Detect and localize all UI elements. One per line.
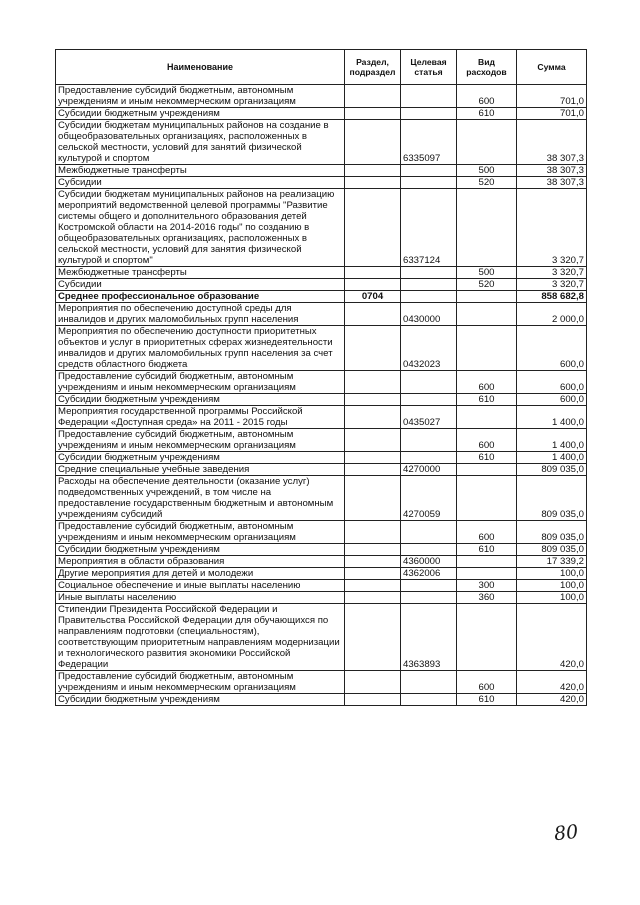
cell-name: Субсидии бюджетам муниципальных районов на реализацию мероприятий ведомственной целевой программы "Развитие системы общего и дополнительного образования детей Костромской области на 2014-2016 годы" по созданию в общеобразовательных организациях, расположенных в сельской местности, условий для занятия физической культурой и спортом" xyxy=(56,189,345,267)
cell-section xyxy=(345,556,401,568)
cell-name: Мероприятия по обеспечению доступной среды для инвалидов и других маломобильных групп населения xyxy=(56,303,345,326)
table-row xyxy=(56,165,587,177)
cell-name: Предоставление субсидий бюджетным, автономным учреждениям и иным некоммерческим организациям xyxy=(56,429,345,452)
cell-name: Субсидии бюджетным учреждениям xyxy=(56,394,345,406)
cell-expense: 610 xyxy=(457,394,517,406)
table-row xyxy=(56,429,587,452)
table-row xyxy=(56,267,587,279)
cell-sum: 38 307,3 xyxy=(517,177,587,189)
page-number: 80 xyxy=(552,820,580,846)
table-row xyxy=(56,303,587,326)
cell-target xyxy=(401,291,457,303)
cell-expense xyxy=(457,189,517,267)
cell-name: Предоставление субсидий бюджетным, автономным учреждениям и иным некоммерческим организациям xyxy=(56,521,345,544)
table-row xyxy=(56,108,587,120)
cell-expense: 360 xyxy=(457,592,517,604)
table-row xyxy=(56,406,587,429)
cell-target: 4362006 xyxy=(401,568,457,580)
cell-sum: 1 400,0 xyxy=(517,406,587,429)
cell-name: Предоставление субсидий бюджетным, автономным учреждениям и иным некоммерческим организациям xyxy=(56,371,345,394)
table-row xyxy=(56,326,587,371)
cell-sum: 809 035,0 xyxy=(517,476,587,521)
cell-sum: 858 682,8 xyxy=(517,291,587,303)
cell-section: 0704 xyxy=(345,291,401,303)
table-row xyxy=(56,371,587,394)
cell-expense xyxy=(457,120,517,165)
cell-target: 4363893 xyxy=(401,604,457,671)
table-body xyxy=(56,85,587,706)
cell-sum: 3 320,7 xyxy=(517,279,587,291)
cell-sum: 600,0 xyxy=(517,326,587,371)
cell-name: Стипендии Президента Российской Федерации и Правительства Российской Федерации для обучающихся по направлениям подготовки (специальностям), соответствующим приоритетным направлениям модернизации и технологического развития экономики Российской Федерации xyxy=(56,604,345,671)
cell-expense: 600 xyxy=(457,671,517,694)
cell-section xyxy=(345,544,401,556)
cell-expense xyxy=(457,326,517,371)
table-row xyxy=(56,694,587,706)
cell-section xyxy=(345,279,401,291)
cell-name: Субсидии бюджетным учреждениям xyxy=(56,694,345,706)
cell-expense xyxy=(457,476,517,521)
header-sum: Сумма xyxy=(517,50,587,85)
cell-section xyxy=(345,464,401,476)
cell-expense: 600 xyxy=(457,85,517,108)
table-row xyxy=(56,592,587,604)
cell-expense: 520 xyxy=(457,177,517,189)
table-header-row xyxy=(56,50,587,85)
table-row xyxy=(56,177,587,189)
cell-target xyxy=(401,108,457,120)
cell-sum: 809 035,0 xyxy=(517,544,587,556)
cell-target xyxy=(401,671,457,694)
cell-name: Предоставление субсидий бюджетным, автономным учреждениям и иным некоммерческим организациям xyxy=(56,85,345,108)
cell-sum: 809 035,0 xyxy=(517,521,587,544)
cell-section xyxy=(345,580,401,592)
cell-sum: 100,0 xyxy=(517,580,587,592)
table-row xyxy=(56,671,587,694)
table-row xyxy=(56,568,587,580)
cell-target xyxy=(401,165,457,177)
cell-section xyxy=(345,592,401,604)
cell-section xyxy=(345,521,401,544)
cell-name: Субсидии xyxy=(56,279,345,291)
table-row xyxy=(56,120,587,165)
cell-expense: 500 xyxy=(457,267,517,279)
cell-target xyxy=(401,394,457,406)
cell-target: 6337124 xyxy=(401,189,457,267)
cell-target: 0432023 xyxy=(401,326,457,371)
cell-target xyxy=(401,177,457,189)
cell-target xyxy=(401,429,457,452)
cell-target xyxy=(401,85,457,108)
cell-expense: 520 xyxy=(457,279,517,291)
table-row xyxy=(56,604,587,671)
table-row xyxy=(56,544,587,556)
cell-name: Расходы на обеспечение деятельности (оказание услуг) подведомственных учреждений, в том числе на предоставление государственным бюджетным и автономным учреждениям субсидий xyxy=(56,476,345,521)
table-row xyxy=(56,394,587,406)
cell-expense: 500 xyxy=(457,165,517,177)
cell-name: Мероприятия государственной программы Российской Федерации «Доступная среда» на 2011 - 2015 годы xyxy=(56,406,345,429)
budget-table xyxy=(55,49,587,706)
cell-target: 0435027 xyxy=(401,406,457,429)
cell-section xyxy=(345,267,401,279)
cell-name: Межбюджетные трансферты xyxy=(56,267,345,279)
cell-section xyxy=(345,429,401,452)
cell-target xyxy=(401,694,457,706)
table-row xyxy=(56,556,587,568)
cell-target: 6335097 xyxy=(401,120,457,165)
cell-sum: 38 307,3 xyxy=(517,120,587,165)
cell-section xyxy=(345,476,401,521)
cell-expense xyxy=(457,291,517,303)
cell-sum: 17 339,2 xyxy=(517,556,587,568)
cell-target xyxy=(401,592,457,604)
table-row xyxy=(56,521,587,544)
cell-name: Межбюджетные трансферты xyxy=(56,165,345,177)
cell-name: Социальное обеспечение и иные выплаты населению xyxy=(56,580,345,592)
cell-target xyxy=(401,267,457,279)
table-row xyxy=(56,279,587,291)
cell-name: Другие мероприятия для детей и молодежи xyxy=(56,568,345,580)
cell-section xyxy=(345,189,401,267)
cell-section xyxy=(345,671,401,694)
cell-expense: 600 xyxy=(457,429,517,452)
cell-section xyxy=(345,568,401,580)
cell-name: Предоставление субсидий бюджетным, автономным учреждениям и иным некоммерческим организациям xyxy=(56,671,345,694)
table-row xyxy=(56,189,587,267)
cell-name: Субсидии бюджетным учреждениям xyxy=(56,544,345,556)
cell-sum: 38 307,3 xyxy=(517,165,587,177)
cell-target xyxy=(401,279,457,291)
cell-section xyxy=(345,108,401,120)
cell-section xyxy=(345,120,401,165)
cell-target xyxy=(401,371,457,394)
cell-target xyxy=(401,521,457,544)
cell-section xyxy=(345,85,401,108)
cell-sum: 3 320,7 xyxy=(517,267,587,279)
cell-sum: 809 035,0 xyxy=(517,464,587,476)
cell-expense: 610 xyxy=(457,544,517,556)
cell-expense: 600 xyxy=(457,521,517,544)
cell-name: Мероприятия в области образования xyxy=(56,556,345,568)
cell-expense xyxy=(457,568,517,580)
cell-expense xyxy=(457,604,517,671)
cell-name: Среднее профессиональное образование xyxy=(56,291,345,303)
cell-expense xyxy=(457,556,517,568)
cell-name: Мероприятия по обеспечению доступности приоритетных объектов и услуг в приоритетных сферах жизнедеятельности инвалидов и других маломобильных групп населения за счет средств областного бюджета xyxy=(56,326,345,371)
cell-name: Субсидии бюджетам муниципальных районов на создание в общеобразовательных организациях, расположенных в сельской местности, условий для занятий физической культурой и спортом xyxy=(56,120,345,165)
cell-name: Субсидии xyxy=(56,177,345,189)
cell-name: Субсидии бюджетным учреждениям xyxy=(56,108,345,120)
cell-section xyxy=(345,303,401,326)
cell-sum: 100,0 xyxy=(517,592,587,604)
cell-expense xyxy=(457,464,517,476)
cell-target: 0430000 xyxy=(401,303,457,326)
cell-sum: 600,0 xyxy=(517,371,587,394)
cell-sum: 701,0 xyxy=(517,85,587,108)
cell-sum: 701,0 xyxy=(517,108,587,120)
cell-expense: 610 xyxy=(457,452,517,464)
cell-expense: 610 xyxy=(457,694,517,706)
table-row xyxy=(56,452,587,464)
header-target: Целевая статья xyxy=(401,50,457,85)
cell-expense: 600 xyxy=(457,371,517,394)
cell-section xyxy=(345,177,401,189)
cell-target: 4270059 xyxy=(401,476,457,521)
header-expense: Вид расходов xyxy=(457,50,517,85)
cell-sum: 100,0 xyxy=(517,568,587,580)
cell-expense: 300 xyxy=(457,580,517,592)
cell-section xyxy=(345,694,401,706)
cell-target: 4360000 xyxy=(401,556,457,568)
cell-sum: 1 400,0 xyxy=(517,429,587,452)
cell-sum: 600,0 xyxy=(517,394,587,406)
cell-sum: 1 400,0 xyxy=(517,452,587,464)
table-row xyxy=(56,476,587,521)
cell-section xyxy=(345,165,401,177)
cell-target xyxy=(401,544,457,556)
header-section: Раздел, подраздел xyxy=(345,50,401,85)
cell-section xyxy=(345,406,401,429)
cell-sum: 420,0 xyxy=(517,671,587,694)
cell-section xyxy=(345,604,401,671)
cell-expense: 610 xyxy=(457,108,517,120)
table-row xyxy=(56,291,587,303)
cell-expense xyxy=(457,406,517,429)
cell-target xyxy=(401,452,457,464)
cell-target xyxy=(401,580,457,592)
cell-sum: 420,0 xyxy=(517,694,587,706)
cell-name: Средние специальные учебные заведения xyxy=(56,464,345,476)
cell-sum: 3 320,7 xyxy=(517,189,587,267)
cell-section xyxy=(345,326,401,371)
cell-section xyxy=(345,394,401,406)
cell-name: Иные выплаты населению xyxy=(56,592,345,604)
cell-sum: 420,0 xyxy=(517,604,587,671)
table-row xyxy=(56,580,587,592)
header-name: Наименование xyxy=(56,50,345,85)
cell-name: Субсидии бюджетным учреждениям xyxy=(56,452,345,464)
cell-target: 4270000 xyxy=(401,464,457,476)
cell-sum: 2 000,0 xyxy=(517,303,587,326)
table-row xyxy=(56,464,587,476)
cell-section xyxy=(345,452,401,464)
cell-section xyxy=(345,371,401,394)
cell-expense xyxy=(457,303,517,326)
table-row xyxy=(56,85,587,108)
